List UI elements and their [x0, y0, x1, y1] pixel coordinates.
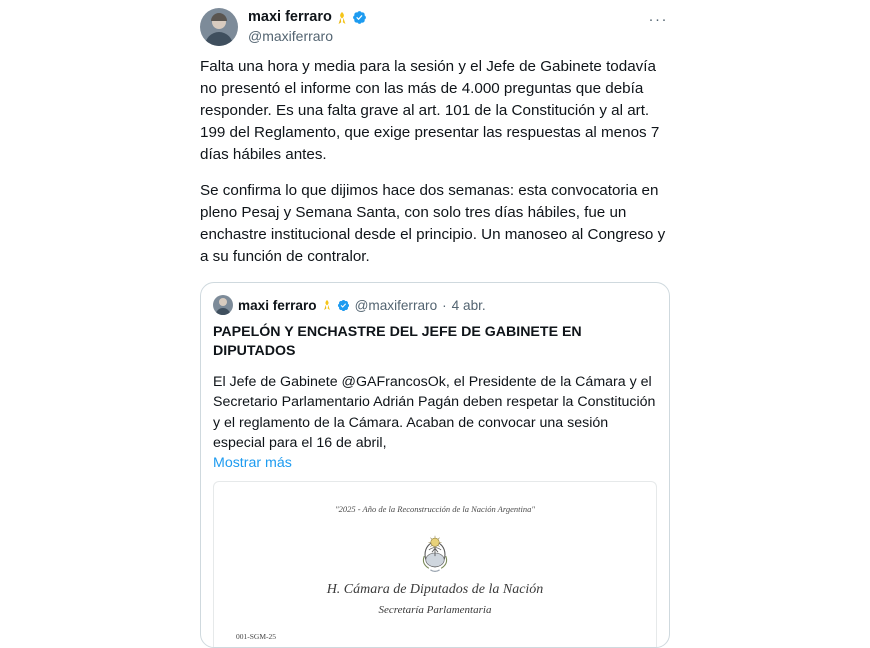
document-reference: 001-SGM-25 — [236, 631, 277, 641]
quoted-tweet-header — [201, 283, 669, 315]
quoted-avatar-body — [216, 308, 231, 315]
avatar[interactable] — [200, 8, 238, 46]
author-name-row — [248, 9, 367, 27]
quoted-separator: · — [442, 297, 447, 313]
tweet-card — [200, 0, 670, 648]
document-header-quote: "2025 - Año de la Reconstrucción de la Nación Argentina" — [335, 503, 535, 514]
show-more-link[interactable]: Mostrar más — [213, 454, 292, 471]
document-institution-line-2: Secretaría Parlamentaria — [378, 603, 492, 616]
more-options-button[interactable]: ··· — [648, 11, 668, 28]
author-handle[interactable]: @maxiferraro — [248, 27, 334, 44]
quoted-yellow-ribbon-icon — [322, 299, 332, 311]
quoted-avatar[interactable] — [213, 295, 233, 315]
author-display-name[interactable]: maxi ferraro — [248, 9, 332, 25]
quoted-author-display-name[interactable]: maxi ferraro — [238, 297, 317, 313]
quoted-document-image[interactable] — [213, 481, 657, 647]
quoted-avatar-face — [219, 298, 227, 306]
tweet-header — [200, 0, 670, 46]
argentina-coat-of-arms-icon — [412, 530, 458, 576]
yellow-ribbon-icon — [336, 11, 348, 25]
tweet-paragraph-1: Falta una hora y media para la sesión y el Jefe de Gabinete todavía no presentó el informe con las más de 4.000 preguntas que debía responder. Es una falta grave al art. 101 de la Constitución y al art. 199 del Reglamento, que exige presentar las respuestas al menos 7 días hábiles antes. — [200, 58, 660, 164]
quoted-title: PAPELÓN Y ENCHASTRE DEL JEFE DE GABINETE EN DIPUTADOS — [213, 324, 582, 359]
quoted-date[interactable]: 4 abr. — [451, 297, 486, 313]
quoted-verified-badge-icon — [337, 299, 350, 312]
tweet-text — [200, 56, 670, 268]
quoted-tweet[interactable] — [200, 282, 670, 648]
avatar-body — [205, 32, 233, 46]
quoted-author-handle[interactable]: @maxiferraro — [354, 297, 438, 313]
verified-badge-icon[interactable] — [352, 10, 367, 25]
author-names — [248, 8, 367, 45]
quoted-text: El Jefe de Gabinete @GAFrancosOk, el Presidente de la Cámara y el Secretario Parlamentario Adrián Pagán deben respetar la Constitución y el reglamento de la Cámara. Acaban de convocar una sesión especial para el 16 de abril, — [213, 374, 656, 451]
tweet-paragraph-2: Se confirma lo que dijimos hace dos semanas: esta convocatoria en pleno Pesaj y Semana Santa, con solo tres días hábiles, fue un enchastre institucional desde el principio. Un manoseo al Congreso y a su función de contralor. — [200, 182, 666, 266]
document-institution-line-1: H. Cámara de Diputados de la Nación — [326, 581, 544, 597]
avatar-hair — [211, 13, 227, 21]
